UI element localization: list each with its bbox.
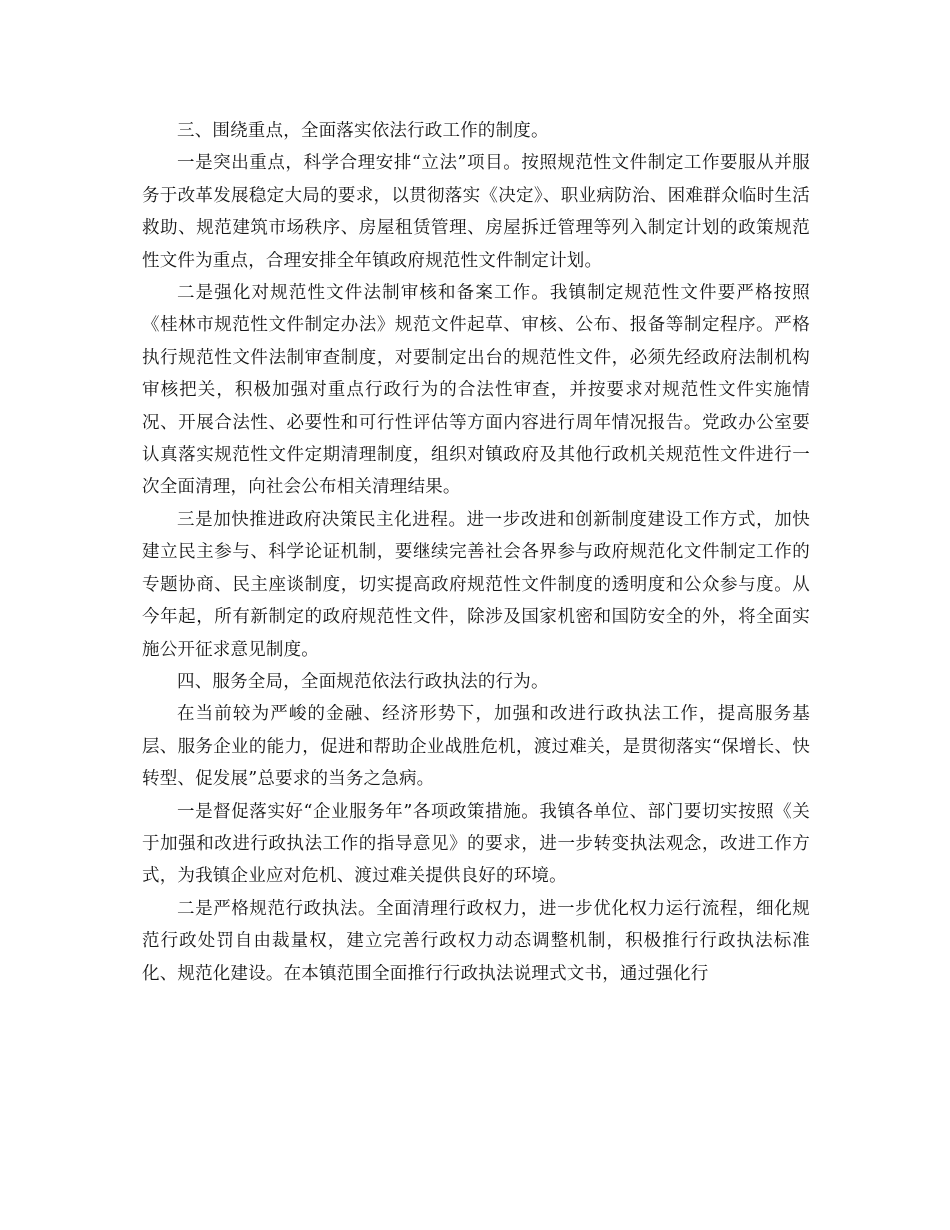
section-heading-three: 三、围绕重点，全面落实依法行政工作的制度。	[177, 121, 549, 141]
paragraph-democratic-decision: 三是加快推进政府决策民主化进程。进一步改进和创新制度建设工作方式，加快建立民主参与、科学论证机制，要继续完善社会各界参与政府规范化文件制定工作的专题协商、民主座谈制度，切实提高政府规范性文件制度的透明度和公众参与度。从今年起，所有新制定的政府规范性文件，除涉及国家机密和国防安全的外，将全面实施公开征求意见制度。	[142, 509, 810, 660]
paragraph-economic-situation: 在当前较为严峻的金融、经济形势下，加强和改进行政执法工作，提高服务基层、服务企业的能力，促进和帮助企业战胜危机，渡过难关，是贯彻落实“保增长、快转型、促发展”总要求的当务之急病。	[142, 704, 810, 790]
paragraph-enterprise-service-year: 一是督促落实好“企业服务年”各项政策措施。我镇各单位、部门要切实按照《关于加强和改进行政执法工作的指导意见》的要求，进一步转变执法观念，改进工作方式，为我镇企业应对危机、渡过难关提供良好的环境。	[142, 801, 810, 887]
document-body	[142, 115, 810, 990]
paragraph-standardize-enforcement: 二是严格规范行政执法。全面清理行政权力，进一步优化权力运行流程，细化规范行政处罚自由裁量权，建立完善行政权力动态调整机制，积极推行行政执法标准化、规范化建设。在本镇范围全面推行行政执法说理式文书，通过强化行	[142, 898, 810, 984]
paragraph-legal-review: 二是强化对规范性文件法制审核和备案工作。我镇制定规范性文件要严格按照《桂林市规范性文件制定办法》规范文件起草、审核、公布、报备等制定程序。严格执行规范性文件法制审查制度，对要制定出台的规范性文件，必须先经政府法制机构审核把关，积极加强对重点行政行为的合法性审查，并按要求对规范性文件实施情况、开展合法性、必要性和可行性评估等方面内容进行周年情况报告。党政办公室要认真落实规范性文件定期清理制度，组织对镇政府及其他行政机关规范性文件进行一次全面清理，向社会公布相关清理结果。	[142, 283, 810, 498]
section-heading-four: 四、服务全局，全面规范依法行政执法的行为。	[177, 671, 549, 692]
paragraph-legislation-projects: 一是突出重点，科学合理安排“立法”项目。按照规范性文件制定工作要服从并服务于改革发展稳定大局的要求，以贯彻落实《决定》、职业病防治、困难群众临时生活救助、规范建筑市场秩序、房屋租赁管理、房屋拆迁管理等列入制定计划的政策规范性文件为重点，合理安排全年镇政府规范性文件制定计划。	[142, 153, 810, 271]
